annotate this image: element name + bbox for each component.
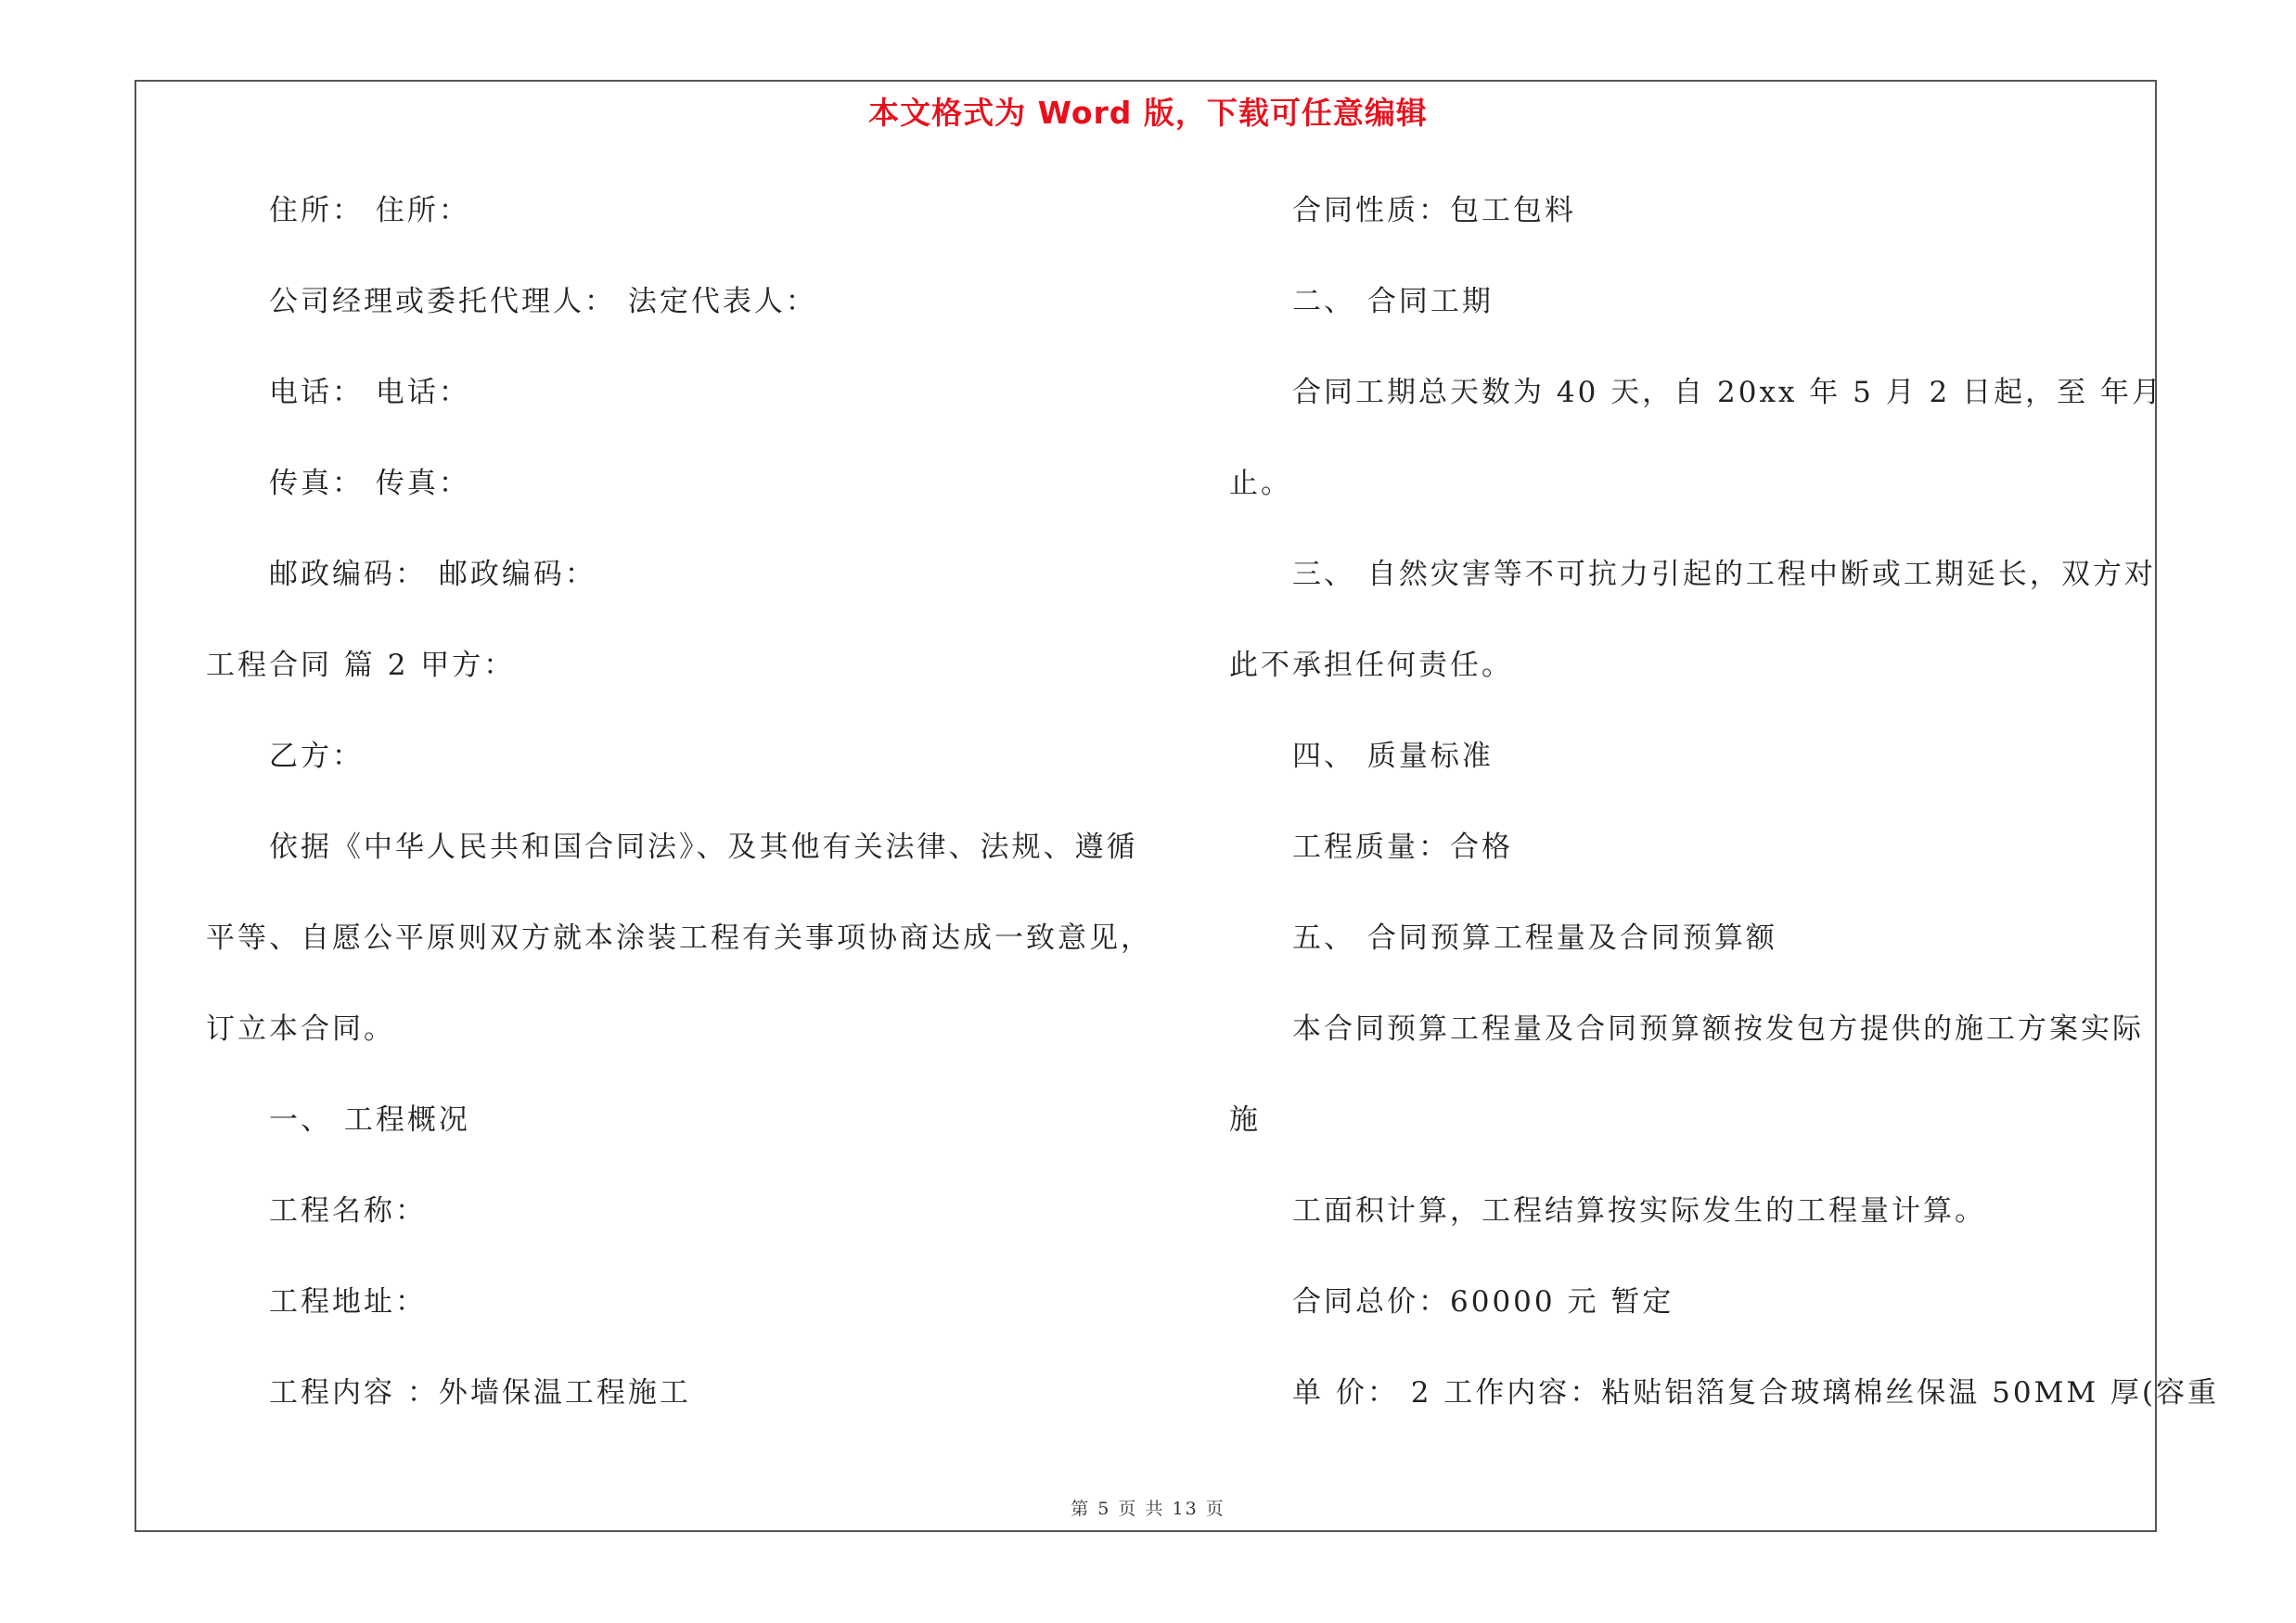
page-footer: 第 5 页 共 13 页 — [1071, 1499, 1225, 1519]
paragraph-line: 合同工期总天数为 40 天，自 20xx 年 5 月 2 日起，至 年月 — [1292, 376, 2163, 409]
paragraph-line: 五、 合同预算工程量及合同预算额 — [1292, 921, 1777, 955]
paragraph-line: 此不承担任何责任。 — [1229, 649, 1513, 682]
paragraph-line: 邮政编码： 邮政编码： — [269, 558, 596, 591]
paragraph-line: 公司经理或委托代理人： 法定代表人： — [269, 285, 817, 318]
paragraph-line: 止。 — [1229, 467, 1292, 500]
paragraph-line: 工程地址： — [269, 1285, 427, 1319]
paragraph-line: 工程质量：合格 — [1292, 831, 1513, 864]
paragraph-line: 乙方： — [269, 740, 364, 773]
paragraph-line: 合同性质：包工包料 — [1292, 194, 1576, 227]
paragraph-line: 工程合同 篇 2 甲方： — [206, 649, 516, 682]
paragraph-line: 一、 工程概况 — [269, 1103, 470, 1137]
paragraph-line: 本合同预算工程量及合同预算额按发包方提供的施工方案实际 — [1292, 1012, 2144, 1046]
paragraph-line: 订立本合同。 — [206, 1012, 395, 1046]
paragraph-line: 传真： 传真： — [269, 467, 470, 500]
paragraph-line: 电话： 电话： — [269, 376, 470, 409]
paragraph-line: 工面积计算，工程结算按实际发生的工程量计算。 — [1292, 1194, 1986, 1228]
paragraph-line: 施 — [1229, 1103, 1261, 1137]
paragraph-line: 平等、自愿公平原则双方就本涂装工程有关事项协商达成一致意见， — [206, 921, 1152, 955]
paragraph-line: 二、 合同工期 — [1292, 285, 1494, 318]
paragraph-line: 工程名称： — [269, 1194, 427, 1228]
document-banner: 本文格式为 Word 版，下载可任意编辑 — [868, 95, 1428, 131]
paragraph-line: 依据《中华人民共和国合同法》、及其他有关法律、法规、遵循 — [269, 831, 1138, 864]
paragraph-line: 合同总价：60000 元 暂定 — [1292, 1285, 1674, 1319]
paragraph-line: 四、 质量标准 — [1292, 740, 1494, 773]
paragraph-line: 三、 自然灾害等不可抗力引起的工程中断或工期延长，双方对 — [1292, 558, 2156, 591]
paragraph-line: 工程内容 ：外墙保温工程施工 — [269, 1376, 691, 1410]
paragraph-line: 单 价： 2 工作内容：粘贴铝箔复合玻璃棉丝保温 50MM 厚(容重 — [1292, 1376, 2220, 1410]
paragraph-line: 住所： 住所： — [269, 194, 470, 227]
